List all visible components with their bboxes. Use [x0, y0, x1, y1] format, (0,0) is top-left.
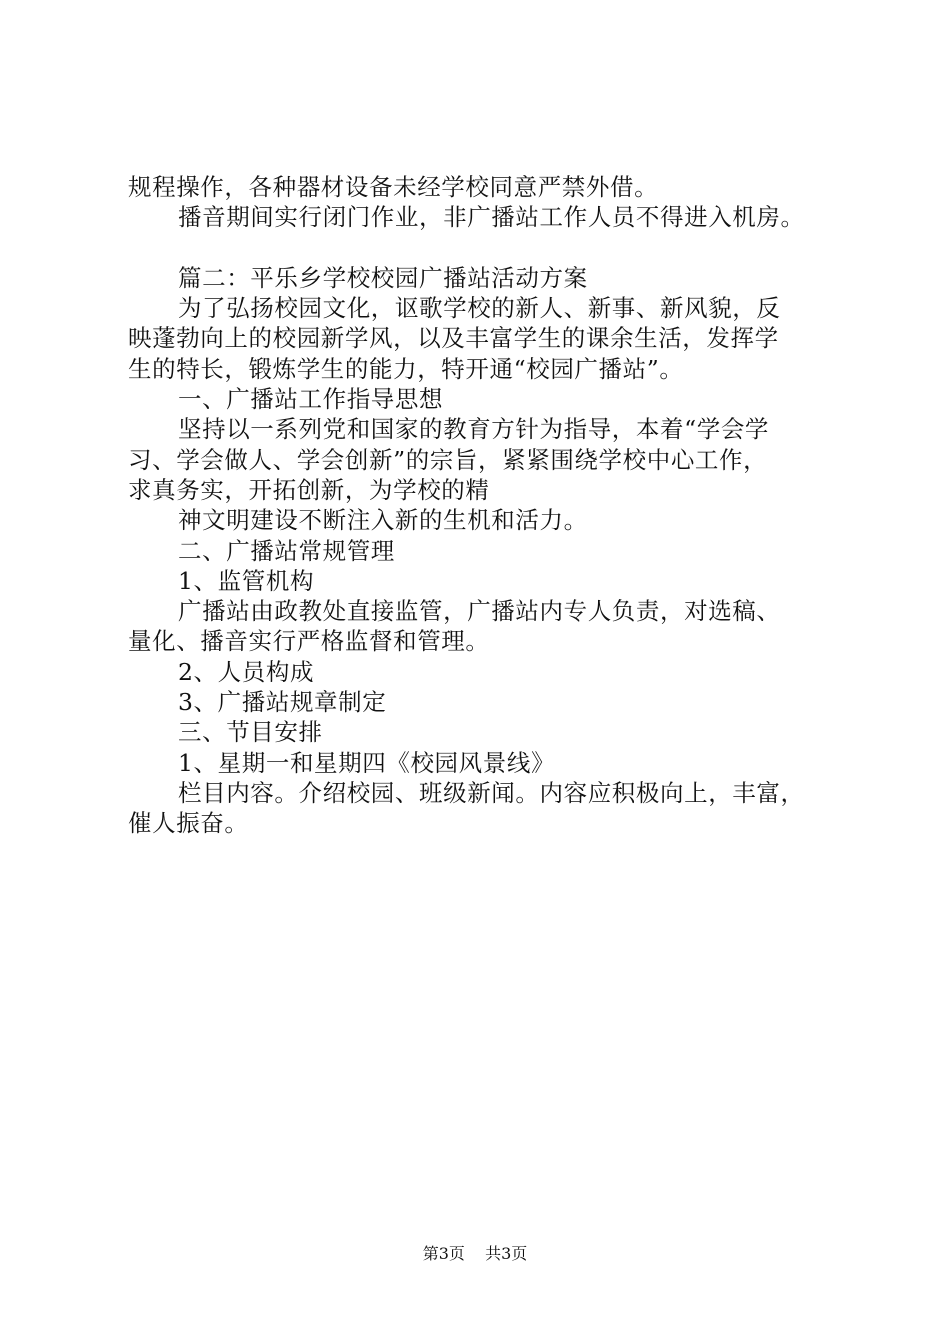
page-footer [0, 1243, 950, 1265]
text-line: 映蓬勃向上的校园新学风，以及丰富学生的课余生活，发挥学 [128, 324, 779, 353]
blank-line [128, 233, 848, 263]
page-total: 共3页 [485, 1244, 528, 1263]
text-line: 栏目内容。介绍校园、班级新闻。内容应积极向上，丰富， [178, 778, 805, 807]
subsection-heading: 2、人员构成 [178, 657, 315, 686]
text-line: 坚持以一系列党和国家的教育方针为指导，本着“学会学 [178, 415, 770, 444]
text-line: 神文明建设不断注入新的生机和活力。 [178, 506, 588, 535]
text-line: 求真务实，开拓创新，为学校的精 [128, 475, 490, 504]
subsection-heading: 1、监管机构 [178, 566, 315, 595]
subsection-heading: 1、星期一和星期四《校园风景线》 [178, 748, 556, 777]
text-line: 播音期间实行闭门作业，非广播站工作人员不得进入机房。 [178, 203, 805, 232]
text-line: 生的特长，锻炼学生的能力，特开通“校园广播站”。 [128, 354, 684, 383]
text-line: 为了弘扬校园文化，讴歌学校的新人、新事、新风貌，反 [178, 294, 781, 323]
text-line: 广播站由政教处直接监管，广播站内专人负责，对选稿、 [178, 597, 781, 626]
text-line: 量化、播音实行严格监督和管理。 [128, 627, 490, 656]
document-body [128, 172, 848, 839]
text-line: 习、学会做人、学会创新”的宗旨，紧紧围绕学校中心工作， [128, 445, 768, 474]
section-heading: 三、节目安排 [178, 718, 323, 747]
page-number: 第3页 [422, 1244, 465, 1263]
text-line: 规程操作，各种器材设备未经学校同意严禁外借。 [128, 173, 659, 201]
section-heading: 一、广播站工作指导思想 [178, 385, 444, 414]
section-heading: 二、广播站常规管理 [178, 536, 395, 565]
section-title: 篇二：平乐乡学校校园广播站活动方案 [178, 263, 588, 292]
text-line: 催人振奋。 [128, 809, 249, 838]
subsection-heading: 3、广播站规章制定 [178, 688, 387, 717]
